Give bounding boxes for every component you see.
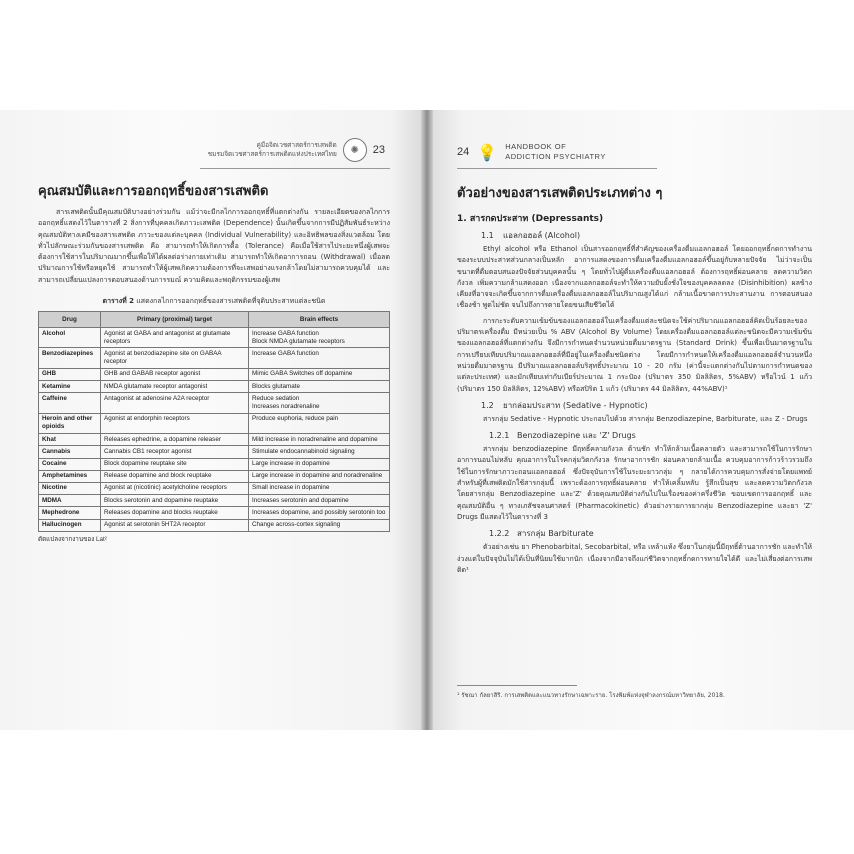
table-cell-effects: Increase GABA function: [249, 348, 390, 368]
table-cell-effects: Change across-cortex signaling: [249, 519, 390, 531]
table-cell-drug: Alcohol: [39, 328, 101, 348]
right-page-content: [457, 182, 812, 580]
table-cell-drug: Cocaine: [39, 458, 101, 470]
left-header-title-line1: คู่มือจิตเวชศาสตร์การเสพติด: [256, 141, 337, 149]
left-page-number: 23: [372, 144, 385, 156]
table-cell-target: Release dopamine and block reuptake: [101, 470, 249, 482]
table-cell-drug: Amphetamines: [39, 470, 101, 482]
left-header-titles: [208, 141, 337, 159]
left-page-header: [208, 138, 385, 162]
left-intro-paragraph: สารเสพติดนั้นมีคุณสมบัติบางอย่างร่วมกัน แม้ว่าจะมีกลไกการออกฤทธิ์ที่แตกต่างกัน รายละเอียดของกลไกการออกฤทธิ์แสดงไว้ในตารางที่ 2 สิ่งการที่บุคคลเกิดภาวะเสพติด (Dependence) นั้นเกิดขึ้นจากการมีปฏิสัมพันธ์ระหว่างคุณสมบัติทางเคมีของสารเสพติด ภาวะของแต่ละบุคคล (Individual Vulnerability) และอิทธิพลของสิ่งแวดล้อม โดยทั่วไปลักษณะร่วมกันของสารเสพติด คือ สามารถทำให้เกิดการดื้อ (Tolerance) คือเมื่อใช้สารไประยะหนึ่งผู้เสพจะต้องการใช้สารในปริมาณมากขึ้นเพื่อให้ได้ผลต่อร่างกายเท่าเดิม สามารถทำให้เกิดอาการถอน (Withdrawal) เมื่อลดปริมาณการใช้หรือหยุดใช้ สามารถทำให้ผู้เสพเกิดความต้องการที่จะเสพอย่างแรงกล้าโดยไม่สามารถควบคุมได้ และสามารถเปลี่ยนแปลงการตอบสนองด้านการรมณ์ ความคิดและพฤติกรรมของผู้เสพ: [38, 208, 390, 284]
right-page-number: 24: [457, 146, 470, 158]
table-cell-effects: Reduce sedation Increases noradrenaline: [249, 393, 390, 413]
table-cell-drug: Cannabis: [39, 446, 101, 458]
left-page-content: [38, 180, 390, 544]
barbiturate-heading-text: สารกลุ่ม Barbiturate: [517, 529, 594, 539]
barbiturate-heading-number: 1.2.2: [489, 529, 510, 539]
left-header-rule: [200, 168, 390, 169]
lightbulb-head-icon: 💡: [477, 142, 498, 162]
table-row: [39, 482, 390, 494]
table-cell-target: Antagonist at adenosine A2A receptor: [101, 393, 249, 413]
table-cell-target: Agonist at endorphin receptors: [101, 413, 249, 433]
alcohol-heading-text: แอลกอฮอล์ (Alcohol): [503, 231, 581, 240]
table-cell-effects: Blocks glutamate: [249, 381, 390, 393]
table-cell-target: Block dopamine reuptake site: [101, 458, 249, 470]
sedative-heading-number: 1.2: [481, 400, 494, 410]
table-cell-effects: Stimulate endocannabinoid signaling: [249, 446, 390, 458]
table-cell-drug: Nicotine: [39, 482, 101, 494]
table-cell-drug: GHB: [39, 368, 101, 380]
table-header-target: Primary (proximal) target: [101, 312, 249, 328]
table-cell-target: Releases ephedrine, a dopamine releaser: [101, 434, 249, 446]
left-page: [0, 110, 425, 730]
benzodiazepine-heading-text: Benzodiazepine และ 'Z' Drugs: [517, 431, 636, 441]
table-cell-target: NMDA glutamate receptor antagonist: [101, 381, 249, 393]
sedative-paragraph: สารกลุ่ม Sedative - Hypnotic ประกอบไปด้วย สารกลุ่ม Benzodiazepine, Barbiturate, และ Z - Drugs: [483, 414, 808, 423]
benzodiazepine-heading-number: 1.2.1: [489, 431, 510, 441]
table-row: [39, 470, 390, 482]
table-header-drug: Drug: [39, 312, 101, 328]
table-row: [39, 381, 390, 393]
alcohol-heading: [457, 229, 812, 242]
table-caption: [38, 296, 390, 307]
table-cell-drug: Benzodiazepines: [39, 348, 101, 368]
book-gutter: [421, 110, 433, 730]
table-body: [39, 328, 390, 532]
association-logo-icon: ✺: [343, 138, 367, 162]
table-row: [39, 446, 390, 458]
table-row: [39, 434, 390, 446]
table-cell-target: Agonist at serotonin 5HT2A receptor: [101, 519, 249, 531]
alcohol-heading-number: 1.1: [481, 231, 494, 240]
table-cell-drug: Heroin and other opioids: [39, 413, 101, 433]
table-row: [39, 393, 390, 413]
right-header-rule: [457, 168, 657, 169]
depressants-heading: 1. สารกดประสาท (Depressants): [457, 214, 604, 224]
table-cell-target: Releases dopamine and blocks reuptake: [101, 507, 249, 519]
table-cell-effects: Produce euphoria, reduce pain: [249, 413, 390, 433]
table-cell-effects: Increases dopamine, and possibly serotonin too: [249, 507, 390, 519]
left-header-title-line2: ชมรมจิตเวชศาสตร์การเสพติดแห่งประเทศไทย: [207, 150, 337, 158]
table-caption-label: ตารางที่ 2: [102, 297, 135, 306]
table-source-note: ดัดแปลงจากงานของ Lat²: [38, 535, 107, 543]
drug-mechanism-table: [38, 311, 390, 532]
benzodiazepine-heading: [457, 429, 812, 442]
alcohol-paragraph-2: การกะระดับความเข้มข้นของแอลกอฮอล์ในเครื่องดื่มแต่ละชนิดจะใช้ค่าปริมาณแอลกอฮอล์คิดเป็นร้อยละของปริมาตรเครื่องดื่ม มีหน่วยเป็น % ABV (Alcohol By Volume) โดยเครื่องดื่มแอลกอฮอล์แต่ละชนิดจะมีความเข้มข้นของแอลกอฮอล์ที่แตกต่างกัน จึงมีการกำหนดจำนวนหน่วยดื่มมาตรฐาน (Standard Drink) ขึ้นเพื่อเป็นมาตรฐานในการเปรียบเทียบปริมาณแอลกอฮอล์ที่มีอยู่ในเครื่องดื่มชนิดต่าง โดยมีการกำหนดให้เครื่องดื่มแอลกอฮอล์จำนวนหนึ่งหน่วยดื่มมาตรฐาน มีปริมาณแอลกอฮอล์บริสุทธิ์ประมาณ 10 - 20 กรัม (ค่านี้จะแตกต่างกันไปตามการกำหนดของแต่ละประเทศ) และมักเทียบเท่ากับเบียร์ประมาณ 1 กระป๋อง (ปริมาตร 350 มิลลิลิตร, 5%ABV) หรือไวน์ 1 แก้ว (ปริมาตร 150 มิลลิลิตร, 12%ABV) หรือสปิริต 1 แก้ว (ปริมาตร 44 มิลลิลิตร, 44%ABV)¹: [457, 316, 812, 393]
table-row: [39, 507, 390, 519]
table-cell-effects: Large increase in dopamine: [249, 458, 390, 470]
table-cell-target: Blocks serotonin and dopamine reuptake: [101, 495, 249, 507]
table-cell-target: GHB and GABAB receptor agonist: [101, 368, 249, 380]
right-header-title-line1: HANDBOOK OF: [505, 142, 567, 151]
table-row: [39, 368, 390, 380]
table-cell-effects: Large increase in dopamine and noradrenaline: [249, 470, 390, 482]
footnote-rule: [457, 685, 577, 686]
table-cell-drug: Mephedrone: [39, 507, 101, 519]
sedative-heading-text: ยากล่อมประสาท (Sedative - Hypnotic): [503, 400, 648, 410]
sedative-heading: [457, 399, 812, 412]
table-cell-drug: Hallucinogen: [39, 519, 101, 531]
right-header-titles: [505, 142, 606, 162]
table-header-effects: Brain effects: [249, 312, 390, 328]
right-page: [429, 110, 854, 730]
table-row: [39, 495, 390, 507]
table-caption-text: แสดงกลไกการออกฤทธิ์ของสารเสพติดที่จุดิบประสาทแต่ละชนิด: [134, 297, 326, 306]
left-section-title: คุณสมบัติและการออกฤทธิ์ของสารเสพติด: [38, 184, 269, 199]
barbiturate-heading: [457, 527, 812, 540]
table-header-row: [39, 312, 390, 328]
table-cell-drug: Ketamine: [39, 381, 101, 393]
table-cell-target: Agonist at (nicotinic) acetylcholine receptors: [101, 482, 249, 494]
table-cell-effects: Small increase in dopamine: [249, 482, 390, 494]
table-cell-target: Agonist at benzodiazepine site on GABAA receptor: [101, 348, 249, 368]
right-header-title-line2: ADDICTION PSYCHIATRY: [505, 152, 606, 161]
barbiturate-paragraph: ตัวอย่างเช่น ยา Phenobarbital, Secobarbital, หรือ เหล้าแห้ง ซึ่งยาในกลุ่มนี้มีฤทธิ์ต้านอาการชัก และทำให้ง่วงแต่ในปัจจุบันไม่ได้เป็นที่นิยมใช้มากนัก เนื่องจากมีอาจถึงแก่ชีวิตจากฤทธิ์กดการหายใจได้ดี และไม่เสี่ยงต่อการเสพติด¹: [457, 543, 812, 574]
table-row: [39, 519, 390, 531]
table-row: [39, 328, 390, 348]
table-cell-effects: Mimic GABA Switches off dopamine: [249, 368, 390, 380]
table-cell-drug: Khat: [39, 434, 101, 446]
alcohol-paragraph-1: Ethyl alcohol หรือ Ethanol เป็นสารออกฤทธิ์ที่สำคัญของเครื่องดื่มแอลกอฮอล์ โดยออกฤทธิ์กดการทำงานของระบบประสาทส่วนกลางเป็นหลัก อาการแสดงของการดื่มเครื่องดื่มแอลกอฮอล์ขึ้นอยู่กับหลายปัจจัย ไม่ว่าจะเป็นขนาดที่ดื่มตอบสนองปัจจัยส่วนบุคคลนั้น ๆ โดยทั่วไปผู้ดื่มเครื่องดื่มแอลกอฮอล์ ต้องการฤทธิ์ผ่อนคลาย ลดความวิตกกังวล เพิ่มความกล้าแสดงออก เนื่องจากแอลกอฮอล์จะทำให้ความยับยั้งชั่งใจของบุคคลลดลง (Disinhibition) ผลข้างเคียงที่อาจจะเกิดขึ้นจากการดื่มเครื่องดื่มแอลกอฮอล์ในปริมาณสูงได้แก่ กล้ามเนื้อขาดการประสานงาน การตอบสนองเชื่องช้า พูดไม่ชัด จนไปถึงการตายโดยขนเสียชีวิตได้: [457, 245, 812, 310]
benzodiazepine-paragraph: สารกลุ่ม benzodiazepine มีฤทธิ์คลายกังวล ต้านชัก ทำให้กล้ามเนื้อคลายตัว และสามารถใช้ในการรักษาอาการนอนไม่หลับ คุณอาการในโรคกลุ่มวิตกกังวล รักษาอาการชัก ผ่อนคลายกล้ามเนื้อ ควบคุมอาการก้าวร้าวรวมถึงใช้ในการรักษาภาวะถอนแอลกอฮอล์ ซึ่งปัจจุบันการใช้ในระยะยาวกลุ่ม ๆ กลายได้การควบคุมการสั่งจ่ายโดยแพทย์ สำหรับผู้ที่เสพติดมักใช้สารกลุ่มนี้ เพราะต้องการฤทธิ์ผ่อนคลาย ทำให้เคลิ้มหลับ รู้สึกเป็นสุข และลดความวิตกกังวล โดยสารกลุ่ม Benzodiazepine และ'Z' ด้วยคุณสมบัติต่างกันไปในเรื่องของค่าครึ่งชีวิต ขอบเขตการออกฤทธิ์ และคุณสมบัติอื่น ๆ ทางเภสัชจลนศาสตร์ (Pharmacokinetic) ตัวอย่างรายการยากลุ่ม Benzodiazepine และยา 'Z' Drugs มีแสดงไว้ในตารางที่ 3: [457, 445, 812, 521]
table-cell-effects: Increase GABA function Block NMDA glutamate receptors: [249, 328, 390, 348]
table-cell-target: Cannabis CB1 receptor agonist: [101, 446, 249, 458]
table-cell-effects: Increases serotonin and dopamine: [249, 495, 390, 507]
table-row: [39, 348, 390, 368]
table-cell-drug: MDMA: [39, 495, 101, 507]
right-section-title: ตัวอย่างของสารเสพติดประเภทต่าง ๆ: [457, 186, 663, 201]
right-page-header: [457, 140, 606, 164]
table-cell-target: Agonist at GABA and antagonist at glutamate receptors: [101, 328, 249, 348]
table-cell-drug: Caffeine: [39, 393, 101, 413]
table-row: [39, 458, 390, 470]
table-row: [39, 413, 390, 433]
table-cell-effects: Mild increase in noradrenaline and dopamine: [249, 434, 390, 446]
footnote: ¹ รัชณา กัลยาสิริ. การเสพติดและแนวทางรักษาเฉพาะราย. โรงพิมพ์แห่งจุฬาลงกรณ์มหาวิทยาลัย, 2018.: [457, 692, 725, 699]
